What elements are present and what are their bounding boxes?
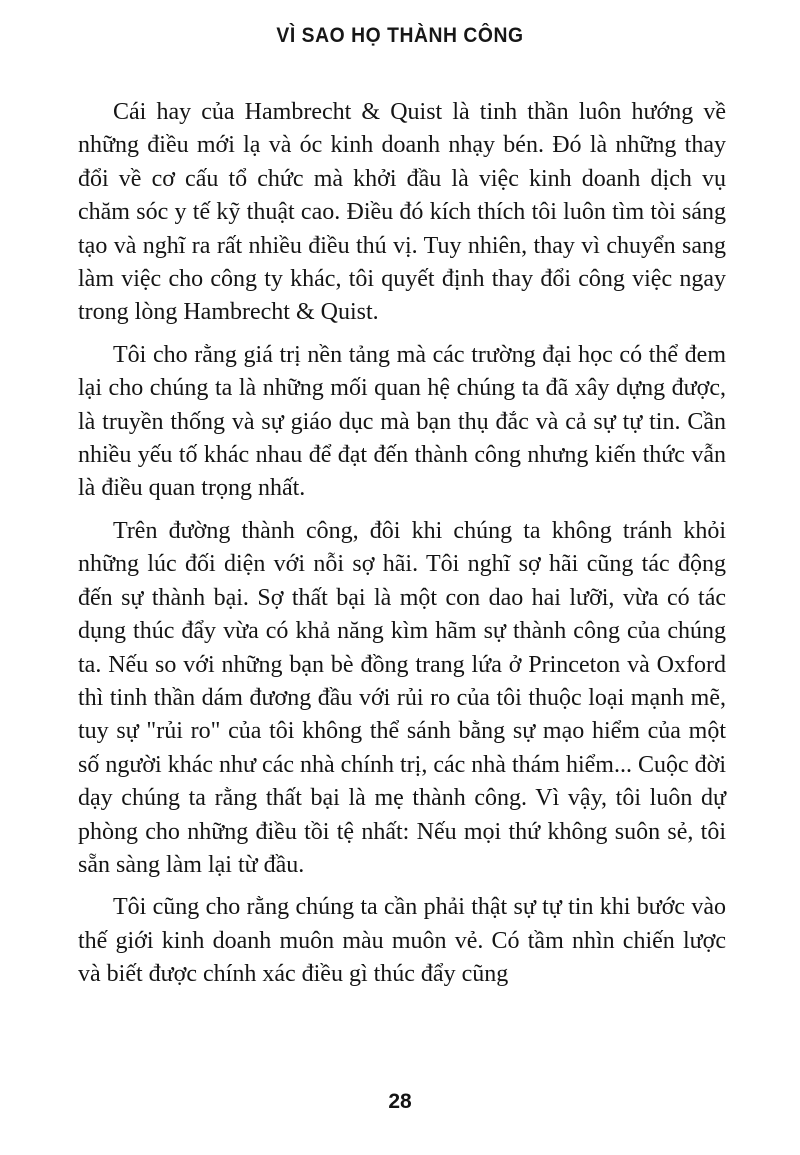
page-number: 28 [388, 1090, 412, 1113]
paragraph-2: Tôi cho rằng giá trị nền tảng mà các trường đại học có thể đem lại cho chúng ta là những mối quan hệ chúng ta đã xây dựng được, là truyền thống và sự giáo dục mà bạn thụ đắc và cả sự tự tin. Cần nhiều yếu tố khác nhau để đạt đến thành công nhưng kiến thức vẫn là điều quan trọng nhất. [78, 341, 726, 502]
running-header: VÌ SAO HỌ THÀNH CÔNG [276, 24, 524, 47]
paragraph-1: Cái hay của Hambrecht & Quist là tinh thần luôn hướng về những điều mới lạ và óc kinh doanh nhạy bén. Đó là những thay đổi về cơ cấu tổ chức mà khởi đầu là việc kinh doanh dịch vụ chăm sóc y tế kỹ thuật cao. Điều đó kích thích tôi luôn tìm tòi sáng tạo và nghĩ ra rất nhiều điều thú vị. Tuy nhiên, thay vì chuyển sang làm việc cho công ty khác, tôi quyết định thay đổi công việc ngay trong lòng Hambrecht & Quist. [78, 99, 726, 326]
body-text [78, 96, 726, 1001]
paragraph-4: Tôi cũng cho rằng chúng ta cần phải thật sự tự tin khi bước vào thế giới kinh doanh muôn màu muôn vẻ. Có tầm nhìn chiến lược và biết được chính xác điều gì thúc đẩy cũng [78, 894, 726, 988]
paragraph-3: Trên đường thành công, đôi khi chúng ta không tránh khỏi những lúc đối diện với nỗi sợ hãi. Tôi nghĩ sợ hãi cũng tác động đến sự thành bại. Sợ thất bại là một con dao hai lưỡi, vừa có tác dụng thúc đẩy vừa có khả năng kìm hãm sự thành công của chúng ta. Nếu so với những bạn bè đồng trang lứa ở Princeton và Oxford thì tinh thần dám đương đầu với rủi ro của tôi thuộc loại mạnh mẽ, tuy sự "rủi ro" của tôi không thể sánh bằng sự mạo hiểm của một số người khác như các nhà chính trị, các nhà thám hiểm... Cuộc đời dạy chúng ta rằng thất bại là mẹ thành công. Vì vậy, tôi luôn dự phòng cho những điều tồi tệ nhất: Nếu mọi thứ không suôn sẻ, tôi sẵn sàng làm lại từ đầu. [78, 517, 726, 878]
